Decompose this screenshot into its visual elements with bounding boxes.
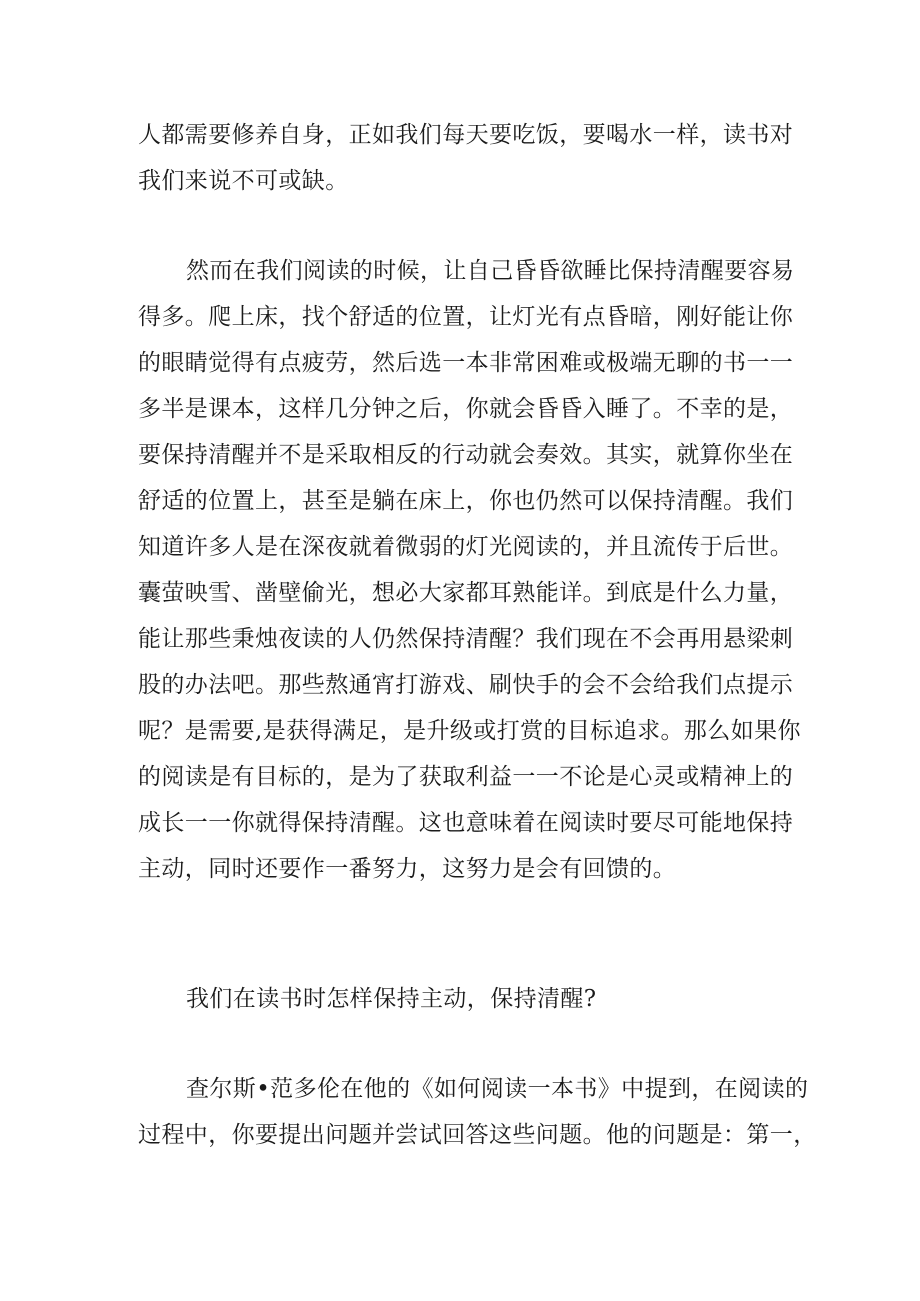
text-line: 我们在读书时怎样保持主动，保持清醒? xyxy=(186,986,597,1012)
text-line: 我们来说不可或缺。 xyxy=(138,168,349,194)
text-line: 要保持清醒并不是采取相反的行动就会奏效。其实，就算你坐在 xyxy=(138,442,794,468)
paragraph-4 xyxy=(138,1066,817,1158)
text-line: 多半是课本，这样几分钟之后，你就会昏昏入睡了。不幸的是， xyxy=(138,396,794,422)
text-line: 能让那些秉烛夜读的人仍然保持清醒？我们现在不会再用悬梁刺 xyxy=(138,626,794,652)
text-line: 得多。爬上床，找个舒适的位置，让灯光有点昏暗，刚好能让你 xyxy=(138,304,794,330)
text-line: 囊萤映雪、凿壁偷光，想必大家都耳熟能详。到底是什么力量， xyxy=(138,580,794,606)
text-line: 主动，同时还要作一番努力，这努力是会有回馈的。 xyxy=(138,856,677,882)
paragraph-2 xyxy=(138,248,801,892)
text-line: 查尔斯•范多伦在他的《如何阅读一本书》中提到，在阅读的 xyxy=(186,1076,809,1102)
text-line: 知道许多人是在深夜就着微弱的灯光阅读的，并且流传于后世。 xyxy=(138,534,794,560)
paragraph-1 xyxy=(138,112,798,204)
text-line: 舒适的位置上，甚至是躺在床上，你也仍然可以保持清醒。我们 xyxy=(138,488,794,514)
text-line: 然而在我们阅读的时候，让自己昏昏欲睡比保持清醒要容易 xyxy=(186,258,795,284)
text-line: 人都需要修养自身，正如我们每天要吃饭，要喝水一样，读书对 xyxy=(138,122,794,148)
text-line: 呢？是需要,是获得满足，是升级或打赏的目标追求。那么如果你 xyxy=(138,718,801,744)
text-line: 的阅读是有目标的，是为了获取利益一一不论是心灵或精神上的 xyxy=(138,764,794,790)
text-line: 的眼睛觉得有点疲劳，然后选一本非常困难或极端无聊的书一一 xyxy=(138,350,794,376)
text-line: 过程中，你要提出问题并尝试回答这些问题。他的问题是：第一， xyxy=(138,1122,817,1148)
text-line: 股的办法吧。那些熬通宵打游戏、刷快手的会不会给我们点提示 xyxy=(138,672,794,698)
paragraph-3-question xyxy=(138,976,798,1022)
text-line: 成长一一你就得保持清醒。这也意味着在阅读时要尽可能地保持 xyxy=(138,810,794,836)
